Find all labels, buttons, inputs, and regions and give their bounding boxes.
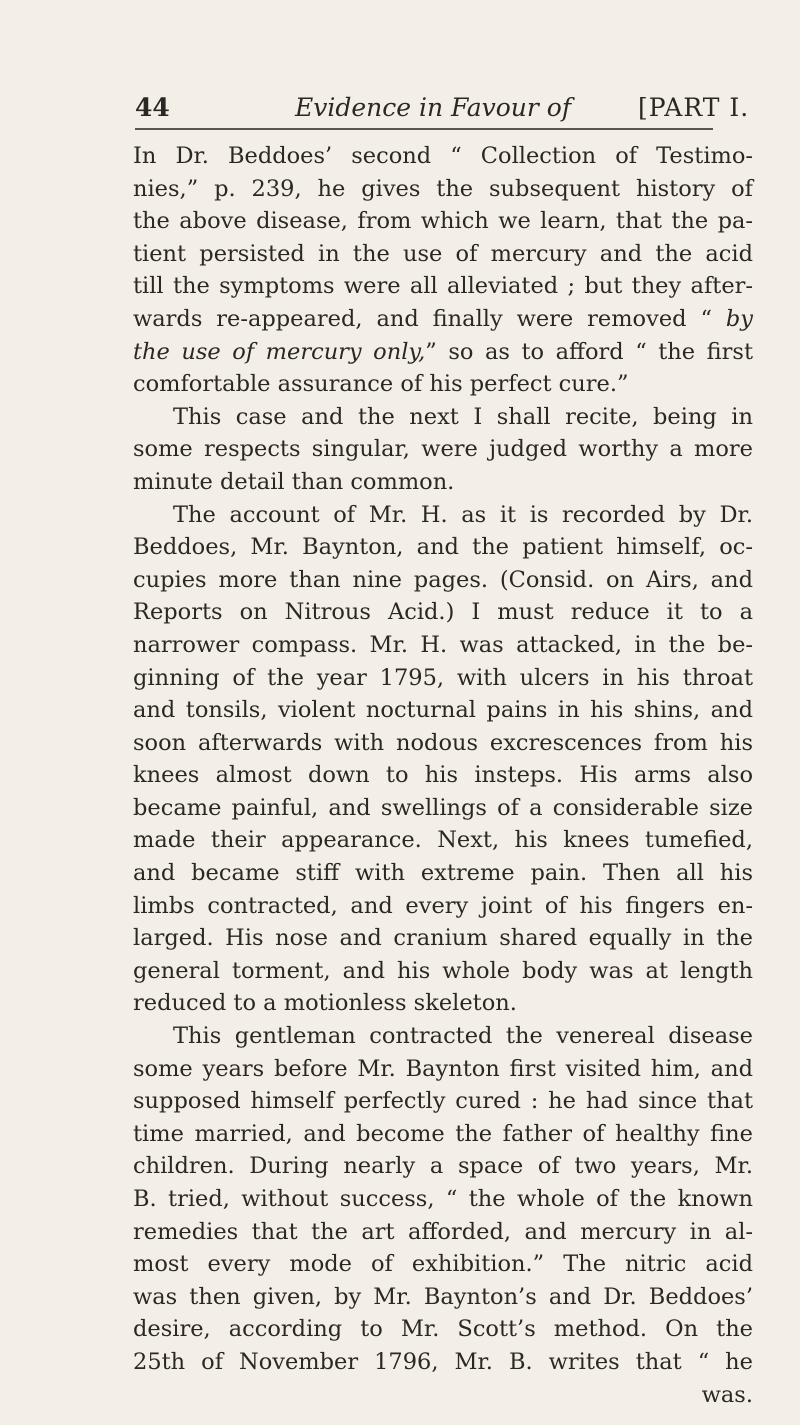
text-line: comfortable assurance of his perfect cure.” xyxy=(133,371,629,398)
running-title: Evidence in Favour of xyxy=(295,93,572,122)
text-line: most every mode of exhibition.” The nitric acid xyxy=(133,1251,753,1278)
text-line: some respects singular, were judged worthy a more xyxy=(133,436,753,463)
text-line: Beddoes, Mr. Baynton, and the patient himself, oc- xyxy=(133,534,753,561)
italic-phrase: by xyxy=(725,305,753,332)
text-line: children. During nearly a space of two years, Mr. xyxy=(133,1153,753,1180)
italic-phrase: the use of mercury only, xyxy=(133,338,426,365)
text-line: some years before Mr. Baynton first visited him, and xyxy=(133,1055,753,1082)
text-segment: wards re-appeared, and finally were removed “ xyxy=(133,305,726,332)
text-line: B. tried, without success, “ the whole of the known xyxy=(133,1186,753,1212)
text-line: soon afterwards with nodous excrescences from his xyxy=(133,729,753,756)
text-line: became painful, and swellings of a considerable size xyxy=(133,794,753,821)
text-line: Reports on Nitrous Acid.) I must reduce it to a xyxy=(133,599,753,626)
text-line: and became stiff with extreme pain. Then all his xyxy=(133,860,753,887)
text-line: ginning of the year 1795, with ulcers in his throat xyxy=(133,664,753,691)
text-line: was then given, by Mr. Baynton’s and Dr. Beddoes’ xyxy=(133,1283,753,1310)
text-line: narrower compass. Mr. H. was attacked, in the be- xyxy=(133,631,753,658)
text-line: general torment, and his whole body was at length xyxy=(133,957,753,984)
text-line-with-italic xyxy=(133,303,753,336)
text-line: the above disease, from which we learn, that the pa- xyxy=(133,208,753,235)
text-line: This gentleman contracted the venereal disease xyxy=(173,1023,753,1050)
body-text xyxy=(133,140,753,1411)
text-line-with-italic xyxy=(133,336,753,369)
text-line: larged. His nose and cranium shared equally in the xyxy=(133,925,753,952)
text-line: time married, and become the father of healthy fine xyxy=(133,1120,753,1147)
text-line: cupies more than nine pages. (Consid. on Airs, and xyxy=(133,566,753,593)
part-marker: [PART I. xyxy=(638,93,750,122)
text-line: minute detail than common. xyxy=(133,468,455,495)
text-line: This case and the next I shall recite, being in xyxy=(173,403,753,430)
text-line: till the symptoms were all alleviated ; but they after- xyxy=(133,273,753,300)
text-line: The account of Mr. H. as it is recorded by Dr. xyxy=(173,501,753,528)
text-line: 25th of November 1796, Mr. B. writes that “ he xyxy=(133,1348,753,1375)
text-line: nies,” p. 239, he gives the subsequent history of xyxy=(133,175,753,202)
text-line: limbs contracted, and every joint of his fingers en- xyxy=(133,892,753,919)
text-line: made their appearance. Next, his knees tumefied, xyxy=(133,827,753,854)
text-line: tient persisted in the use of mercury and the acid xyxy=(133,240,753,267)
text-line: remedies that the art afforded, and mercury in al- xyxy=(133,1218,753,1245)
text-line: In Dr. Beddoes’ second “ Collection of Testimo- xyxy=(133,143,753,169)
page-number: 44 xyxy=(135,93,170,122)
text-line: desire, according to Mr. Scott’s method. On the xyxy=(133,1316,753,1343)
text-line: reduced to a motionless skeleton. xyxy=(133,990,517,1017)
text-line: supposed himself perfectly cured : he had since that xyxy=(133,1088,753,1115)
header-rule xyxy=(135,128,713,130)
catchword: was. xyxy=(701,1381,753,1408)
text-segment: ” so as to afford “ the first xyxy=(425,338,753,365)
text-line: knees almost down to his insteps. His arms also xyxy=(133,762,753,789)
text-line: and tonsils, violent nocturnal pains in his shins, and xyxy=(133,697,753,724)
page-header xyxy=(135,88,755,128)
